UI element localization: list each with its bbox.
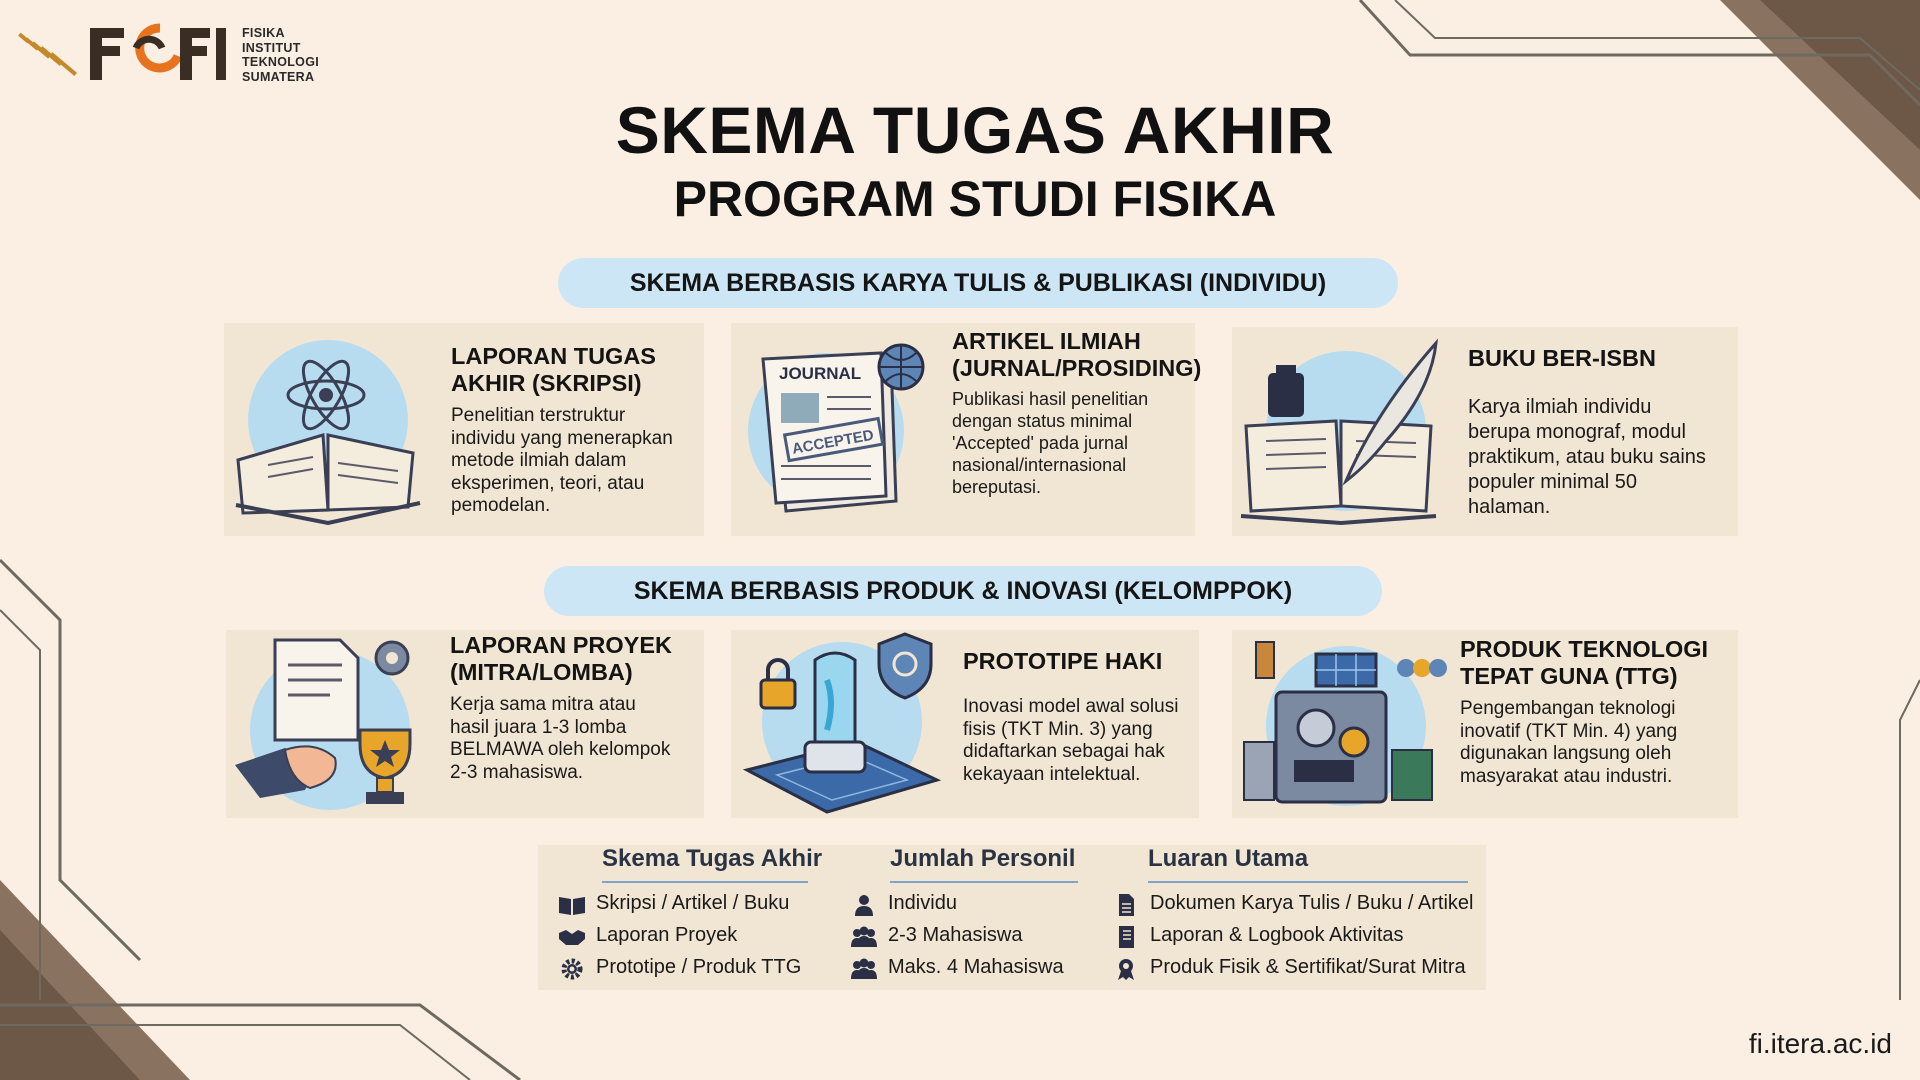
machine-icon [1236,632,1456,816]
column-header: Jumlah Personil [890,845,1076,872]
journal-label: JOURNAL [779,364,862,383]
card-description: Karya ilmiah individu berupa monograf, modul praktikum, atau buku sains populer minimal 50 halaman. [1468,396,1706,518]
book-quill-icon [1236,331,1446,531]
card-title: PROTOTIPE HAKI [963,648,1163,674]
card-artikel-ilmiah [731,323,1202,536]
card-description: Penelitian terstruktur individu yang menerapkan metode ilmiah dalam eksperimen, teori, atau pemodelan. [451,405,673,516]
card-prototipe-haki [731,630,1199,818]
column-header: Skema Tugas Akhir [602,845,823,872]
atom-book-icon [228,335,428,525]
logbook-icon [1112,925,1140,949]
card-description: Pengembangan teknologi inovatif (TKT Min. 4) yang digunakan langsung oleh masyarakat atau industri. [1460,698,1678,787]
card-laporan-proyek [226,630,704,818]
card-title: LAPORAN TUGAS AKHIR (SKRIPSI) [451,343,656,396]
column-divider [602,881,808,883]
accepted-stamp: ACCEPTED [790,426,875,458]
handshake-icon [558,925,586,949]
card-laporan-tugas-akhir [224,323,704,536]
document-icon [1112,893,1140,917]
card-title: ARTIKEL ILMIAH (JURNAL/PROSIDING) [952,328,1202,381]
section-label-karya-tulis: SKEMA BERBASIS KARYA TULIS & PUBLIKASI (INDIVIDU) [558,258,1398,308]
card-title: BUKU BER-ISBN [1468,345,1656,371]
logo-subtitle: FISIKA INSTITUT TEKNOLOGI SUMATERA [242,26,320,84]
certificate-icon [1112,957,1140,981]
book-icon [558,893,586,917]
card-title: LAPORAN PROYEK (MITRA/LOMBA) [450,632,672,685]
gear-icon [558,957,586,981]
card-description: Publikasi hasil penelitian dengan status minimal 'Accepted' pada jurnal nasional/internasional bereputasi. [952,389,1149,497]
card-description: Inovasi model awal solusi fisis (TKT Min. 3) yang didaftarkan sebagai hak kekayaan intelektual. [963,696,1179,785]
card-produk-ttg [1232,630,1738,818]
card-buku-ber-isbn [1232,327,1738,536]
page-subtitle: PROGRAM STUDI FISIKA [673,171,1277,227]
column-header: Luaran Utama [1148,845,1309,872]
group-icon [850,957,878,981]
card-description: Kerja sama mitra atau hasil juara 1-3 lomba BELMAWA oleh kelompok 2-3 mahasiswa. [450,694,671,783]
column-divider [1148,881,1468,883]
prototype-icon [737,630,942,816]
section-label-produk-inovasi: SKEMA BERBASIS PRODUK & INOVASI (KELOMPPOK) [544,566,1382,616]
page-title: SKEMA TUGAS AKHIR [615,93,1335,167]
card-title: PRODUK TEKNOLOGI TEPAT GUNA (TTG) [1460,636,1709,689]
person-icon [850,893,878,917]
footer-url[interactable]: fi.itera.ac.id [1748,1028,1892,1059]
column-divider [890,881,1078,883]
journal-icon [741,331,941,531]
group-icon [850,925,878,949]
handshake-trophy-icon [230,630,430,816]
summary-table: Skema Tugas Akhir Skripsi / Artikel / Buku Laporan Proyek Prototipe / Produk TTG Jumlah Personil Individu 2-3 Mahasiswa Maks. 4 Mahasiswa Luaran Utama Dokumen Karya Tulis / Buku / Artikel Laporan & Logbook Aktivitas Produk Fisik & Sertifikat/Surat Mitra [538,845,1486,990]
